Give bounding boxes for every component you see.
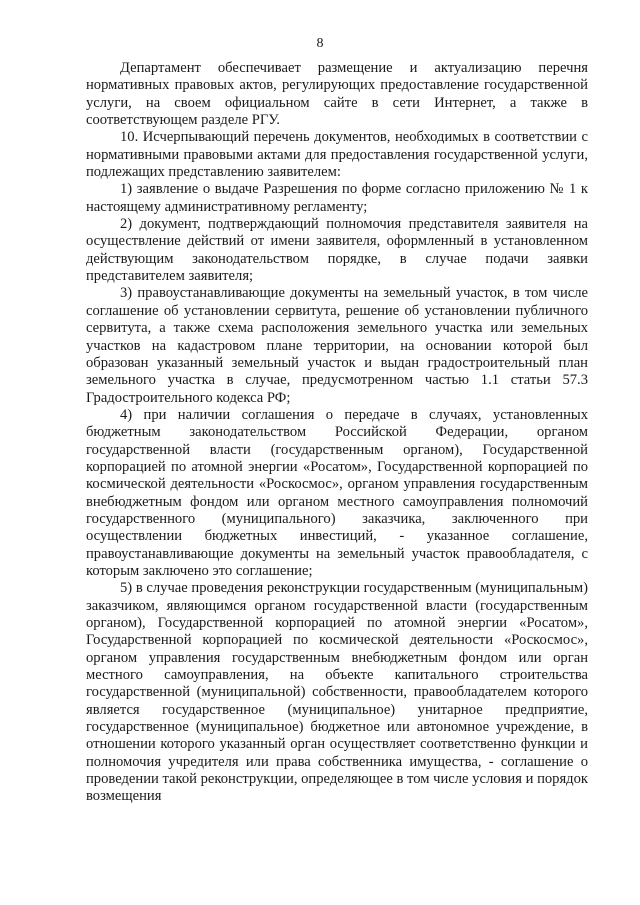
paragraph-item-4-transfer-agreement: 4) при наличии соглашения о передаче в случаях, установленных бюджетным законодательством Российской Федерации, органом государственной власти (государственным органом), Государственной корпорацией по атомной энергии «Росатом», Государственной корпорацией по космической деятельности «Роскосмос», органом управления государственным внебюджетным фондом или органом местного самоуправления полномочий государственного (муниципального) заказчика, заключенного при осуществлении бюджетных инвестиций, - указанное соглашение, правоустанавливающие документы на земельный участок правообладателя, с которым заключено это соглашение; [86, 406, 588, 579]
paragraph-item-5-reconstruction: 5) в случае проведения реконструкции государственным (муниципальным) заказчиком, являющимся органом государственной власти (государственным органом), Государственной корпорацией по атомной энергии «Росатом», Государственной корпорацией по космической деятельности «Роскосмос», органом управления государственным внебюджетным фондом или орган местного самоуправления, на объекте капитального строительства государственной (муниципальной) собственности, правообладателем которого является государственное (муниципальное) унитарное предприятие, государственное (муниципальное) бюджетное или автономное учреждение, в отношении которого указанный орган осуществляет соответственно функции и полномочия учредителя или права собственника имущества, - соглашение о проведении такой реконструкции, определяющее в том числе условия и порядок возмещения [86, 580, 588, 805]
paragraph-10-document-list: 10. Исчерпывающий перечень документов, необходимых в соответствии с нормативными правовыми актами для предоставления государственной услуги, подлежащих представлению заявителем: [86, 129, 588, 181]
document-body [86, 60, 588, 806]
paragraph-item-3-land-documents: 3) правоустанавливающие документы на земельный участок, в том числе соглашение об установлении сервитута, решение об установлении публичного сервитута, а также схема расположения земельного участка или земельных участков на кадастровом плане территории, на основании которой был образован указанный земельный участок и выдан градостроительный план земельного участка в случае, предусмотренном частью 1.1 статьи 57.3 Градостроительного кодекса РФ; [86, 285, 588, 406]
paragraph-department-publication: Департамент обеспечивает размещение и актуализацию перечня нормативных правовых актов, регулирующих предоставление государственной услуги, на своем официальном сайте в сети Интернет, а также в соответствующем разделе РГУ. [86, 60, 588, 129]
page-number: 8 [316, 36, 324, 51]
paragraph-item-2-authority-document: 2) документ, подтверждающий полномочия представителя заявителя на осуществление действий от имени заявителя, оформленный в установленном действующим законодательством порядке, в случае подачи заявки представителем заявителя; [86, 216, 588, 285]
paragraph-item-1-application: 1) заявление о выдаче Разрешения по форме согласно приложению № 1 к настоящему административному регламенту; [86, 181, 588, 215]
